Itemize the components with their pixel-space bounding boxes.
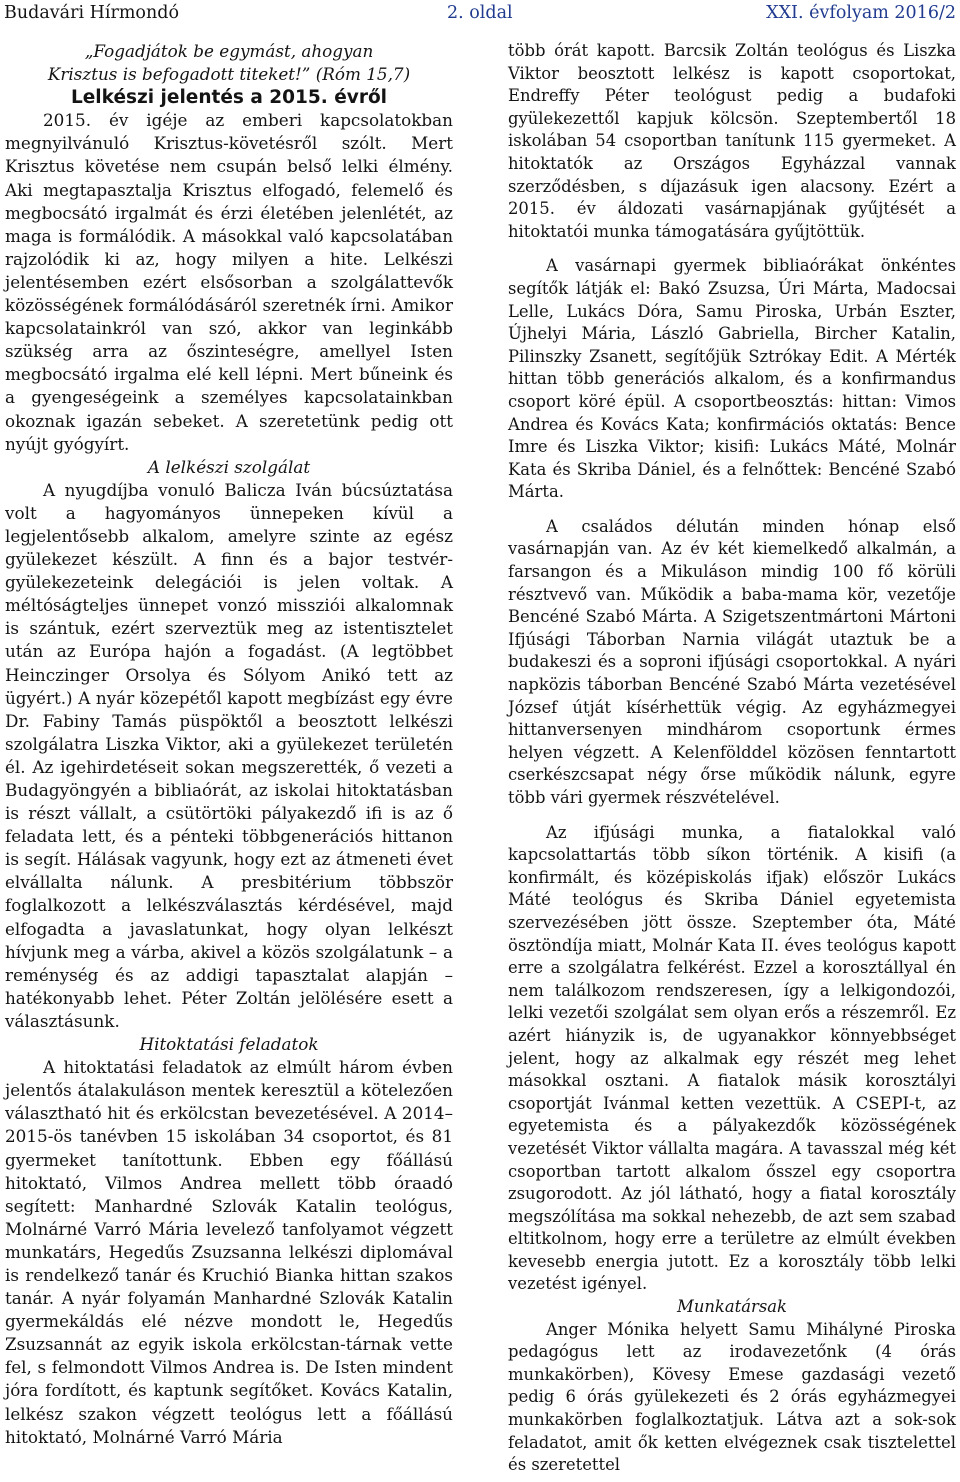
left-column	[5, 40, 453, 1449]
section-heading-hitoktatas: Hitoktatási feladatok	[139, 1034, 319, 1055]
volume-info[interactable]: XXI. évfolyam 2016/2	[766, 3, 956, 23]
section-heading-lelkeszi-szolgalat: A lelkészi szolgálat	[147, 456, 311, 477]
motto-line-2: Krisztus is befogadott titeket!” (Róm 15,7)	[47, 64, 411, 85]
right-column	[508, 40, 956, 1477]
section-heading-munkatarsak: Munkatársak	[677, 1297, 787, 1317]
paragraph-continued: több órát kapott. Barcsik Zoltán teológus és Liszka Viktor beosztott lelkész is kapott csoportokat, Endreffy Péter teológust pedig a budafoki gyülekezettől kapjuk kölcsön. Szeptembertől 18 iskolában 54 csoportban tanítunk 115 gyermeket. A hitoktatók az Országos Egyházzal vannak szerződésben, s díjazásuk igen alacsony. Ezért a 2015. év áldozati vasárnapjának gyűjtését a hitoktatói munka támogatására gyűjtöttük.	[508, 41, 956, 241]
paragraph-csalados-delutan: A családos délután minden hónap első vasárnapján van. Az év két kiemelkedő alkalmán, a farsangon és a Mikuláson mindig 100 fő körüli résztvevő van. Működik a baba-mama kör, vezetője Bencéné Szabó Márta. A Szigetszentmártoni Mártoni Ifjúsági Táborban Narnia világát utaztuk be a budakeszi és a soproni ifjúsági csoportokkal. A nyári napközis táborban Bencéné Szabó Márta vezetésével József útját kísérhettük végig. Az egyházmegyei hittanversenyen mindhárom csoportunk érmes helyen végzett. A Kelenfölddel közösen fenntartott cserkészcsapat négy őrse működik nálunk, egyre több vári gyermek részvételével.	[508, 516, 956, 807]
paragraph-munkatarsak: Anger Mónika helyett Samu Mihályné Piroska pedagógus lett az irodavezetőnk (4 órás munkakörben), Kövesy Emese gazdasági vezető pedig 6 órás gyülekezeti és 2 órás egyházmegyei munkakörben foglalkoztatjuk. Látva azt a sok-sok feladatot, amit ők ketten elvégeznek csak tisztelettel és szeretettel	[508, 1319, 956, 1475]
article-title: Lelkészi jelentés a 2015. évről	[70, 87, 388, 109]
page-number[interactable]: 2. oldal	[447, 3, 513, 23]
running-header	[4, 2, 956, 26]
paragraph-ifjusagi-munka: Az ifjúsági munka, a fiatalokkal való kapcsolattartás több síkon történik. A kisifi (a konfirmált, és középiskolás ifjak) először Lukács Máté teológus és Skriba Dániel egyetemista szervezésében jött össze. Szeptember óta, Máté ösztöndíja miatt, Molnár Kata II. éves teológus kapott erre a szolgálatra felkérést. Ezzel a korosztállyal én nem találkozom rendszeresen, így a lelkigondozói, lelki vezetői szolgálat sem olyan erős a részemről. Ez azért hiányzik is, de ugyanakkor könnyebbséget jelent, hogy az alkalmak egy részét meg lehet másokkal osztani. A fiatalok másik korosztályi csoportját Ivánmal ketten vezettük. A CSEPI-t, az egyetemista és a pályakezdők közösségének vezetését Viktor vállalta magára. A tavasszal még két csoportban tartott alkalom ősszel egy csoportra zsugorodott. Az jól látható, hogy a fiatal korosztály megszólítása ma sokkal nehezebb, de azt sem szabad eltitkolnom, hogy erre a területre az elmúlt években kevesebb energia jutott. Ez a korosztály több lelki vezetést igényel.	[508, 822, 956, 1294]
intro-paragraph: 2015. év igéje az emberi kapcsolatokban megnyilvánuló Krisztus-követésről szólt. Mert Krisztus követése nem csupán belső lelki élmény. Aki megtapasztalja Krisztus elfogadó, felemelő és megbocsátó irgalmát és érzi életében jelenlétét, az maga is formálódik. A másokkal való kapcsolatában rajzolódik ki az, hogy milyen a hite. Lelkészi jelentésemben ezért elsősorban a szolgálattevők közösségének formálódásáról szeretnék írni. Amikor kapcsolatainkról van szó, akkor van leginkább szükség arra az őszinteségre, amellyel Isten megbocsátó irgalma elé kell lépni. Mert bűneink és a gyengeségeink a személyes kapcsolatainkban okoznak igazán sebeket. A szeretetünk pedig ott nyújt gyógyírt.	[5, 110, 453, 454]
paragraph-bibliaorak: A vasárnapi gyermek bibliaórákat önkéntes segítők látják el: Bakó Zsuzsa, Úri Márta, Madocsai Lelle, Lukács Dóra, Samu Piroska, Urbán Eszter, Újhelyi Mária, László Gabriella, Bircher Katalin, Pilinszky Zsanett, segítőjük Sztrókay Edit. A Mérték hittan több generációs alkalom, és a konfirmandus csoport köré épül. A csoportbeosztás: hittan: Vimos Andrea és Kovács Kata; konfirmációs oktatás: Bence Imre és Liszka Viktor; kisifi: Lukács Máté, Molnár Kata és Skriba Dániel, és a felnőttek: Bencéné Szabó Márta.	[508, 256, 956, 502]
paragraph-gap	[508, 810, 956, 822]
motto-line-1: „Fogadjátok be egymást, ahogyan	[84, 41, 374, 61]
section-lelkeszi-szolgalat-text: A nyugdíjba vonuló Balicza Iván búcsúztatása volt a hagyományos ünnepeken kívül a legjelentősebb alkalom, amelyre szinte az egész gyülekezet készült. A finn és a bajor testvér-gyülekezeteink delegációi is jelen voltak. A méltóságteljes ünnepet vonzó missziói alkalomnak is szántuk, ezért szerveztük meg az istentisztelet után az Európa hajón a fogadást. (A legtöbbet Heinczinger Orsolya és Sólyom Anikó tett az ügyért.) A nyár közepétől kapott megbízást egy évre Dr. Fabiny Tamás püspöktől a beosztott lelkészi szolgálatra Liszka Viktor, aki a gyülekezet területén él. Az igehirdetéseit sokan megszerették, ő vezeti a Budagyöngyén a bibliaórát, az iskolai hitoktatásban is részt vállalt, a csütörtöki pályakezdő ifi is az ő feladata lett, és a pénteki többgenerációs hittanon is segít. Hálásak vagyunk, hogy ezt az átmeneti évet elvállalta nálunk. A presbitérium többször foglalkozott a lelkészválasztás kérdésével, majd elfogadta a javaslatunkat, hogy olyan lelkészt hívjunk meg a várba, akivel a közös szolgálatunk – a reménység és az addigi tapasztalat alapján – hatékonyabb lehet. Péter Zoltán jelölésére esett a választásunk.	[5, 479, 453, 1031]
publication-name: Budavári Hírmondó	[4, 3, 179, 23]
section-hitoktatas-text: A hitoktatási feladatok az elmúlt három évben jelentős átalakuláson mentek keresztül a kötelezően választható hit és erkölcstan bevezetésével. A 2014–2015-ös tanévben 15 iskolában 34 csoportot, és 81 gyermeket tanítottunk. Ebben egy főállású hitoktató, Vilmos Andrea mellett több óraadó segített: Manhardné Szlovák Katalin teológus, Molnárné Varró Mária levelező tanfolyamot végzett munkatárs, Hegedűs Zsuzsanna lelkészi diplomával is rendelkező tanár és Kruchió Bianka hittan szakos tanár. A nyár folyamán Manhardné Szlovák Katalin gyermekáldás elé nézve mondott le, Hegedűs Zsuzsannát az egyik iskola erkölcstan-tárnak vette fel, s felmondott Vilmos Andrea is. De Isten mindent jóra fordított, és kaptunk segítőket. Kovács Katalin, lelkész szakon végzett teológus lett a főállású hitoktató, Molnárné Varró Mária	[5, 1057, 453, 1447]
paragraph-gap	[508, 504, 956, 516]
paragraph-gap	[508, 243, 956, 255]
